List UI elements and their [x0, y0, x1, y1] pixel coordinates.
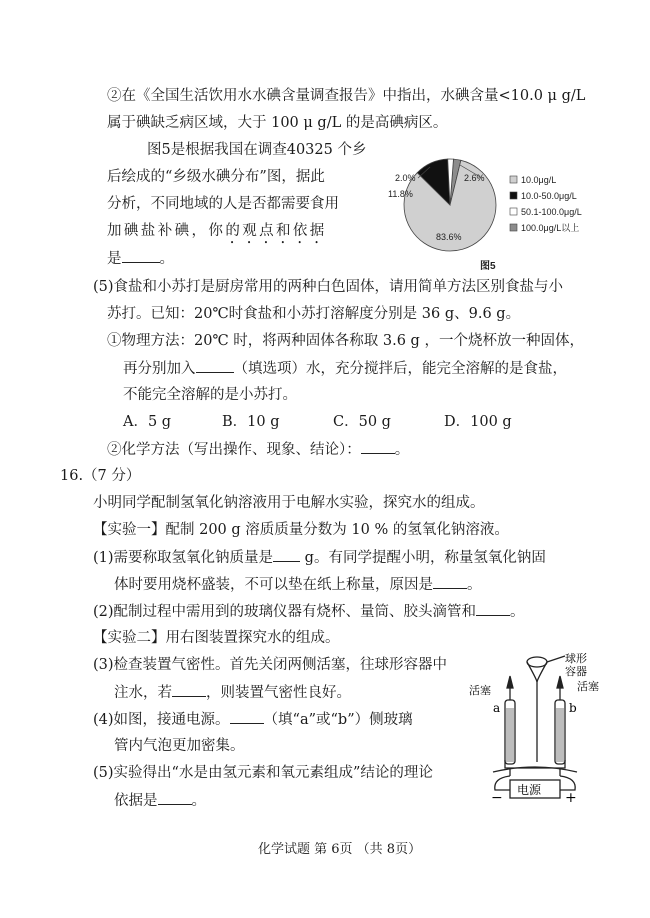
text-line — [114, 790, 206, 811]
legend-label: 10.0-50.0μg/L — [521, 191, 577, 201]
text-span: 。 — [510, 604, 525, 620]
right-wire — [560, 776, 575, 790]
label-a: a — [493, 701, 501, 715]
text-span: ，则装置气密性良好。 — [206, 685, 351, 701]
text-line: 管内气泡更加密集。 — [114, 738, 245, 754]
text-line: ①物理方法：20℃ 时，将两种固体各称取 3.6 g ，一个烧杯放一种固体， — [107, 333, 584, 349]
label-b: b — [569, 701, 577, 715]
option-c: C．50 g — [333, 414, 391, 430]
text-span: 。 — [394, 442, 410, 458]
text-line: 属于碘缺乏病区域，大于 100 μ g/L 的是高碘病区。 — [107, 115, 448, 131]
text-span: 依据是 — [114, 793, 158, 809]
left-valve-tip — [507, 676, 513, 688]
legend-swatch — [510, 192, 517, 199]
text-line — [114, 574, 482, 595]
text-span: ②化学方法（写出操作、现象、结论）： — [107, 442, 361, 458]
answer-blank[interactable] — [122, 248, 160, 263]
label-valve-right: 活塞 — [577, 680, 599, 693]
bulb-reservoir — [527, 657, 547, 667]
legend-label: 10.0μg/L — [521, 175, 557, 185]
text-line — [114, 682, 351, 703]
text-span: (4)如图，接通电源。 — [93, 712, 230, 728]
answer-blank[interactable] — [158, 790, 192, 805]
pie-slice-label: 2.6% — [464, 173, 485, 183]
label-power: 电源 — [517, 783, 542, 797]
option-a: A．5 g — [123, 414, 172, 430]
question-number: 16.（7 分） — [60, 468, 141, 484]
text-span: 。 — [467, 577, 482, 593]
text-line: 苏打。已知：20℃时食盐和小苏打溶解度分别是 36 g、9.6 g。 — [107, 306, 521, 322]
figure-caption: 图5 — [480, 261, 496, 272]
text-span: 体时要用烧杯盛装，不可以垫在纸上称量，原因是 — [114, 577, 433, 593]
legend-swatch — [510, 176, 517, 183]
text-line: (3)检查装置气密性。首先关闭两侧活塞，往球形容器中 — [93, 657, 448, 673]
text-line: 小明同学配制氢氧化钠溶液用于电解水实验，探究水的组成。 — [93, 495, 485, 511]
label-bulb-2: 容器 — [565, 665, 587, 678]
text-line: 【实验一】配制 200 g 溶质质量分数为 10 % 的氢氧化钠溶液。 — [93, 522, 509, 538]
text-line: 【实验二】用右图装置探究水的组成。 — [93, 630, 340, 646]
legend-swatch — [510, 224, 517, 231]
electrolysis-apparatus-figure — [465, 650, 615, 808]
text-line — [93, 709, 413, 730]
pie-chart-figure5 — [380, 143, 630, 273]
pie-slice-label: 2.0% — [395, 173, 416, 183]
pie-slice-label: 83.6% — [436, 232, 462, 242]
text-line — [93, 547, 546, 568]
answer-blank[interactable] — [273, 547, 300, 562]
text-line — [107, 248, 174, 269]
text-span: 。 — [159, 251, 174, 267]
legend-label: 50.1-100.0μg/L — [521, 207, 582, 217]
text-line: (5)实验得出“水是由氢元素和氧元素组成”结论的理论 — [93, 765, 433, 781]
legend-swatch — [510, 208, 517, 215]
text-span: (2)配制过程中需用到的玻璃仪器有烧杯、量筒、胶头滴管和 — [93, 604, 477, 620]
text-span: (1)需要称取氢氧化钠质量是 — [93, 550, 274, 566]
text-span: 再分别加入 — [123, 361, 196, 377]
text-line: 图5是根据我国在调查40325 个乡 — [147, 142, 367, 158]
right-valve-tip — [557, 676, 563, 688]
text-line: 不能完全溶解的是小苏打。 — [123, 387, 297, 403]
option-d: D．100 g — [444, 414, 512, 430]
text-line: (5)食盐和小苏打是厨房常用的两种白色固体，请用简单方法区别食盐与小 — [93, 279, 564, 295]
pie-slice-label: 11.8% — [388, 189, 413, 199]
answer-blank[interactable] — [433, 574, 467, 589]
left-wire — [495, 776, 510, 790]
text-line — [107, 221, 327, 247]
page-footer: 化学试题 第 6页 （共 8页） — [258, 842, 422, 857]
label-plus: + — [565, 790, 577, 806]
answer-blank[interactable] — [361, 439, 395, 454]
text-span: 注水，若 — [114, 685, 172, 701]
text-line: 后绘成的“乡级水碘分布”图，据此 — [107, 169, 325, 185]
emphasized-text: 的观点和依据 — [225, 223, 327, 239]
answer-blank[interactable] — [172, 682, 206, 697]
answer-blank[interactable] — [476, 601, 510, 616]
text-line: 分析，不同地域的人是否都需要食用 — [107, 196, 339, 212]
option-b: B．10 g — [222, 414, 280, 430]
answer-blank[interactable] — [230, 709, 264, 724]
bulb-pointer — [547, 656, 565, 662]
text-span: 加碘盐补碘，你 — [107, 223, 226, 239]
text-span: g。有同学提醒小明，称量氢氧化钠固 — [304, 550, 546, 566]
text-span: （填“a”或“b”）侧玻璃 — [263, 712, 413, 728]
answer-blank[interactable] — [196, 358, 234, 373]
text-line — [107, 439, 409, 460]
label-minus: − — [491, 790, 503, 806]
text-line: ②在《全国生活饮用水水碘含量调查报告》中指出，水碘含量<10.0 μ g/L — [107, 88, 586, 104]
text-span: 是 — [107, 251, 122, 267]
text-span: （填选项）水，充分搅拌后，能完全溶解的是食盐， — [233, 361, 567, 377]
label-valve-left: 活塞 — [469, 684, 491, 697]
legend-label: 100.0μg/L以上 — [521, 223, 580, 233]
label-bulb: 球形 — [565, 652, 587, 665]
text-line — [93, 601, 525, 622]
text-span: 。 — [191, 793, 206, 809]
text-line — [123, 358, 567, 379]
